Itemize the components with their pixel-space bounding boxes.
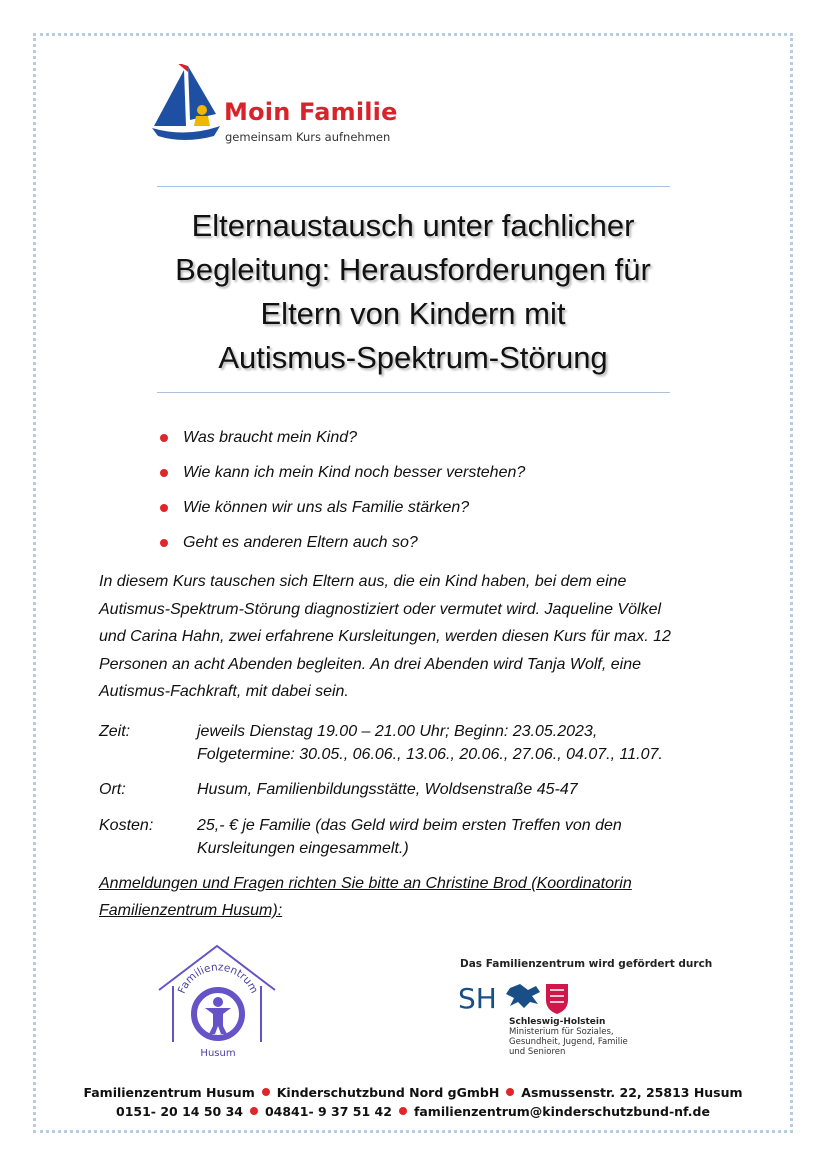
zeit-value: jeweils Dienstag 19.00 – 21.00 Uhr; Beginn: 23.05.2023, Folgetermine: 30.05., 06.06., 13.06., 20.06., 27.06., 04.07., 11.07. [197,723,663,763]
question-list [160,420,525,560]
title-line: Begleitung: Herausforderungen für [175,252,651,287]
footer-dot-icon [262,1088,270,1096]
bullet-dot-icon [160,469,168,477]
bullet-dot-icon [160,539,168,547]
sh-abbr: SH [458,982,497,1015]
registration-note: Anmeldungen und Fragen richten Sie bitte an Christine Brod (Koordinatorin Familienzentrum Husum): [99,875,632,919]
footer-dot-icon [506,1088,514,1096]
zeit-label: Zeit: [99,723,131,740]
ort-label: Ort: [99,781,126,798]
kosten-value: 25,- € je Familie (das Geld wird beim ersten Treffen von den Kursleitungen eingesammelt.) [197,817,622,857]
footer-address: Asmussenstr. 22, 25813 Husum [521,1085,743,1100]
footer-org1: Familienzentrum Husum [83,1085,255,1100]
footer-phone2: 04841- 9 37 51 42 [264,1104,392,1119]
sponsor-heading: Das Familienzentrum wird gefördert durch [460,958,713,970]
footer-dot-icon [399,1107,407,1115]
list-item: Was braucht mein Kind? [160,420,525,455]
footer-line-1 [60,1085,766,1100]
footer-line-2 [60,1104,766,1119]
course-description: In diesem Kurs tauschen sich Eltern aus, die ein Kind haben, bei dem eine Autismus-Spektrum-Störung diagnostiziert oder vermutet wird. Jaqueline Völkel und Carina Hahn, zwei erfahrene Kursleitungen, werden diesen Kurs für max. 12 Personen an acht Abenden begleiten. An drei Abenden wird Tanja Wolf, eine Autismus-Fachkraft, mit dabei sein. [99,573,671,700]
sh-state-name: Schleswig-Holstein [509,1017,606,1027]
familienzentrum-logo-icon [155,942,280,1062]
logo-title: Moin Familie [224,98,398,126]
footer-org2: Kinderschutzbund Nord gGmbH [276,1085,500,1100]
divider-bottom [157,392,670,393]
page-title [130,204,696,380]
title-line: Autismus-Spektrum-Störung [218,340,608,375]
list-item: Wie können wir uns als Familie stärken? [160,490,525,525]
footer-phone1: 0151- 20 14 50 34 [116,1104,243,1119]
list-item: Wie kann ich mein Kind noch besser verstehen? [160,455,525,490]
list-item: Geht es anderen Eltern auch so? [160,525,525,560]
bullet-dot-icon [160,504,168,512]
sh-ministry: Ministerium für Soziales, Gesundheit, Jugend, Familie und Senioren [509,1027,628,1057]
footer-email[interactable]: familienzentrum@kinderschutzbund-nf.de [413,1104,710,1119]
fz-arc-text: Familienzentrum [175,961,261,996]
divider-top [157,186,670,187]
ort-value: Husum, Familienbildungsstätte, Woldsenstraße 45-47 [197,781,578,798]
title-line: Elternaustausch unter fachlicher [191,208,635,243]
footer-dot-icon [250,1107,258,1115]
kosten-label: Kosten: [99,817,154,834]
schleswig-holstein-logo-icon [458,978,598,1018]
title-line: Eltern von Kindern mit [260,296,566,331]
bullet-dot-icon [160,434,168,442]
logo-subtitle: gemeinsam Kurs aufnehmen [225,130,391,144]
fz-city: Husum [200,1048,236,1059]
